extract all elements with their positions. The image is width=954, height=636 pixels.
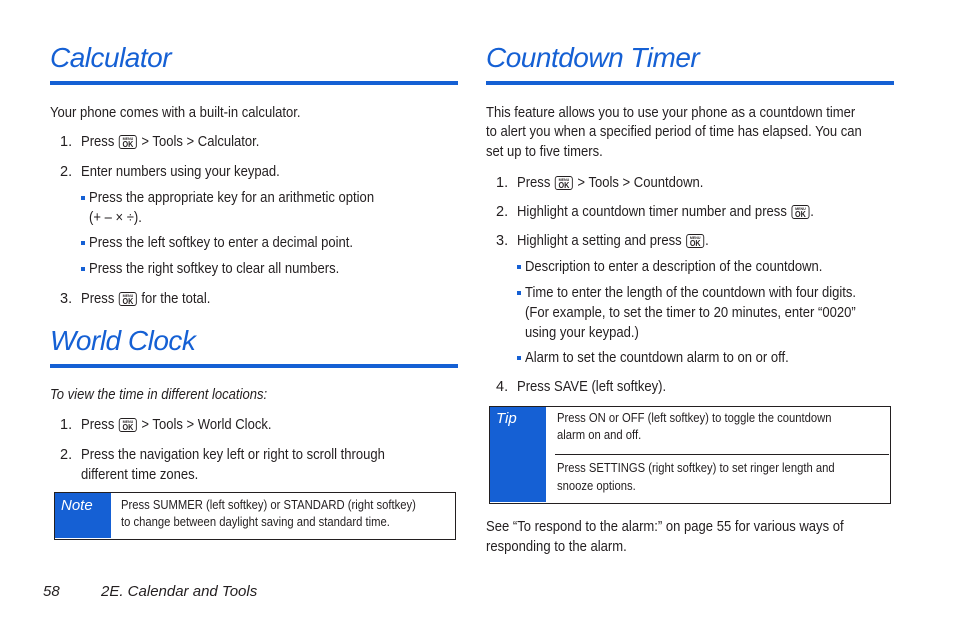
cd-step-2-pre: Highlight a countdown timer number and press bbox=[517, 204, 787, 220]
calc-step-2: Enter numbers using your keypad. bbox=[81, 164, 280, 180]
cd-step-4: Press SAVE (left softkey). bbox=[517, 379, 667, 395]
calc-step-3-pre: Press bbox=[81, 291, 115, 307]
see-also-line1: See “To respond to the alarm:” on page 55 for various ways of bbox=[486, 519, 844, 535]
bullet-icon bbox=[81, 196, 85, 200]
cd-step-2-post: . bbox=[810, 204, 814, 220]
wc-step-number: 1. bbox=[60, 417, 73, 433]
calc-step-1 bbox=[81, 132, 259, 152]
calculator-title: Calculator bbox=[50, 42, 172, 73]
note-line-2: to change between daylight saving and standard time. bbox=[121, 515, 390, 529]
wc-step-1-pre: Press bbox=[81, 417, 115, 433]
calc-bullet-3: Press the right softkey to clear all numbers. bbox=[89, 261, 340, 277]
cd-bullet-2-line1: Time to enter the length of the countdown with four digits. bbox=[525, 285, 857, 301]
bullet-icon bbox=[517, 265, 521, 269]
world-clock-title-rule bbox=[50, 364, 458, 368]
menu-ok-key-icon: MENU OK bbox=[686, 234, 704, 248]
menu-ok-key-icon: MENU OK bbox=[791, 205, 809, 219]
calc-step-number: 3. bbox=[60, 291, 73, 307]
menu-ok-key-icon: MENU OK bbox=[119, 135, 137, 149]
cd-step-number: 3. bbox=[496, 233, 509, 249]
wc-step-2-line1: Press the navigation key left or right to scroll through bbox=[81, 447, 385, 463]
calc-step-number: 2. bbox=[60, 164, 73, 180]
calc-step-1-pre: Press bbox=[81, 134, 115, 150]
calc-step-1-post: > Tools > Calculator. bbox=[141, 134, 260, 150]
calc-step-3 bbox=[81, 289, 210, 309]
countdown-intro-line3: set up to five timers. bbox=[486, 144, 603, 160]
cd-step-number: 4. bbox=[496, 379, 509, 395]
note-label: Note bbox=[61, 497, 93, 514]
countdown-title-rule bbox=[486, 81, 894, 85]
cd-step-2 bbox=[517, 202, 814, 222]
menu-ok-key-icon: MENU OK bbox=[555, 176, 573, 190]
world-clock-title: World Clock bbox=[50, 325, 196, 356]
bullet-icon bbox=[517, 356, 521, 360]
cd-step-number: 1. bbox=[496, 175, 509, 191]
cd-bullet-2-line2: (For example, to set the timer to 20 minutes, enter “0020” bbox=[525, 305, 856, 321]
cd-bullet-1: Description to enter a description of the countdown. bbox=[525, 259, 823, 275]
menu-ok-key-icon: MENU OK bbox=[119, 418, 137, 432]
bullet-icon bbox=[81, 241, 85, 245]
countdown-intro-line2: to alert you when a specified period of time has elapsed. You can bbox=[486, 124, 862, 140]
cd-step-1-pre: Press bbox=[517, 175, 551, 191]
section-name: 2E. Calendar and Tools bbox=[101, 583, 258, 600]
bullet-icon bbox=[81, 267, 85, 271]
page-number: 58 bbox=[43, 583, 60, 600]
tip-label-box bbox=[490, 407, 546, 502]
wc-step-1-post: > Tools > World Clock. bbox=[141, 417, 272, 433]
calculator-intro: Your phone comes with a built-in calculator. bbox=[50, 105, 301, 121]
countdown-title: Countdown Timer bbox=[486, 42, 700, 73]
cd-step-number: 2. bbox=[496, 204, 509, 220]
cd-bullet-2-line3: using your keypad.) bbox=[525, 325, 639, 341]
tip-label: Tip bbox=[496, 410, 517, 427]
cd-step-3-post: . bbox=[705, 233, 709, 249]
wc-step-number: 2. bbox=[60, 447, 73, 463]
tip-2-line-2: snooze options. bbox=[557, 479, 636, 493]
calc-bullet-1-line1: Press the appropriate key for an arithmetic option bbox=[89, 190, 375, 206]
wc-step-1 bbox=[81, 415, 272, 435]
calc-bullet-1-line2: (+ – × ÷). bbox=[89, 210, 142, 226]
cd-step-1 bbox=[517, 173, 703, 193]
cd-step-1-post: > Tools > Countdown. bbox=[577, 175, 704, 191]
cd-bullet-3: Alarm to set the countdown alarm to on or off. bbox=[525, 350, 789, 366]
tip-2-line-1: Press SETTINGS (right softkey) to set ringer length and bbox=[557, 461, 835, 475]
note-line-1: Press SUMMER (left softkey) or STANDARD (right softkey) bbox=[121, 498, 416, 512]
menu-ok-key-icon: MENU OK bbox=[119, 292, 137, 306]
tip-divider bbox=[555, 454, 889, 455]
tip-1-line-1: Press ON or OFF (left softkey) to toggle the countdown bbox=[557, 411, 832, 425]
tip-1-line-2: alarm on and off. bbox=[557, 428, 642, 442]
cd-step-3 bbox=[517, 231, 709, 251]
calc-step-3-post: for the total. bbox=[141, 291, 211, 307]
see-also-line2: responding to the alarm. bbox=[486, 539, 627, 555]
wc-step-2-line2: different time zones. bbox=[81, 467, 199, 483]
world-clock-subtitle: To view the time in different locations: bbox=[50, 387, 268, 403]
note-label-box bbox=[55, 493, 111, 538]
countdown-intro-line1: This feature allows you to use your phone as a countdown timer bbox=[486, 105, 856, 121]
calculator-title-rule bbox=[50, 81, 458, 85]
cd-step-3-pre: Highlight a setting and press bbox=[517, 233, 682, 249]
bullet-icon bbox=[517, 291, 521, 295]
calc-step-number: 1. bbox=[60, 134, 73, 150]
calc-bullet-2: Press the left softkey to enter a decimal point. bbox=[89, 235, 354, 251]
